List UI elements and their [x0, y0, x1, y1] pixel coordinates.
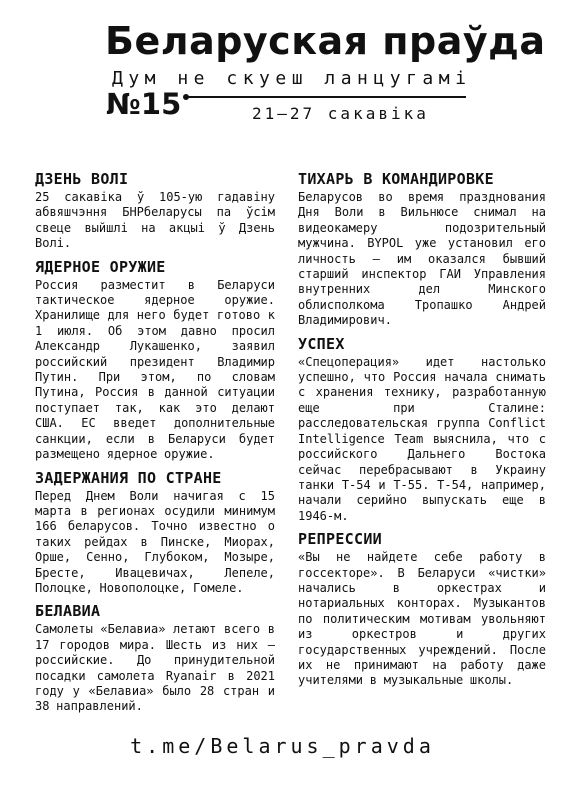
- article-body: «Вы не найдете себе работу в госсекторе». В Беларуси «чистки» начались в оркестрах и нотариальных конторах. Музыкантов по политическим мотивам увольняют из оркестров и других государственных учреждений. После их не принимают на работу даже учителями в музыкальные школы.: [298, 550, 546, 688]
- article-detentions: [35, 469, 275, 597]
- article-spy: [298, 170, 546, 329]
- article-belavia: [35, 602, 275, 714]
- article-dzen-voli: [35, 170, 275, 252]
- article-success: [298, 335, 546, 524]
- newspaper-title: Беларуская праўда: [105, 19, 546, 63]
- left-column: [35, 170, 275, 721]
- article-body: 25 сакавіка ў 105-ую гадавіну абвяшчэння БНРбеларусы па ўсім свеце выйшлі на акцыі ў Дзень Волі.: [35, 190, 275, 251]
- issue-dates: 21—27 сакавіка: [252, 104, 429, 123]
- article-repressions: [298, 530, 546, 689]
- telegram-channel-link[interactable]: t.me/Belarus_pravda: [130, 734, 435, 758]
- issue-number: №15: [106, 87, 182, 121]
- right-column: [298, 170, 546, 695]
- newspaper-slogan: Дум не скуеш ланцугамі: [112, 68, 472, 89]
- article-headline: ЗАДЕРЖАНИЯ ПО СТРАНЕ: [35, 468, 222, 487]
- article-body: Беларусов во время празднования Дня Воли в Вильнюсе снимал на видеокамеру подозрительный мужчина. BYPOL уже установил его личность — им оказался бывший старший инспектор ГАИ Управления внутренних дел Минского облисполкома Тропашко Андрей Владимирович.: [298, 190, 546, 328]
- article-headline: ТИХАРЬ В КОМАНДИРОВКЕ: [298, 170, 494, 188]
- article-body: Самолеты «Белавиа» летают всего в 17 городов мира. Шесть из них — российские. До принудительной посадки самолета Ryanair в 2021 году у «Белавиа» было 28 стран и 38 направлений.: [35, 622, 275, 714]
- article-body: Россия разместит в Беларуси тактическое ядерное оружие. Хранилище для него будет готово к 1 июля. Об этом давно просил Александр Лукашенко, заявил российский президент Владимир Путин. При этом, по словам Путина, Россия в данной ситуации поступает так, как это делают США. ЕС введет дополнительные санкции, если в Беларуси будет размещено ядерное оружие.: [35, 277, 275, 462]
- article-headline: ЯДЕРНОЕ ОРУЖИЕ: [35, 257, 166, 276]
- article-headline: ДЗЕНЬ ВОЛІ: [35, 170, 129, 188]
- article-body: «Спецоперация» идет настолько успешно, что Россия начала снимать с хранения технику, разработанную еще при Сталине: расследовательская группа Conflict Intelligence Team выяснила, что с российского Дальнего Востока сейчас перебрасывают в Украину танки Т-54 и Т-55. Т-54, например, начали серийно выпускать еще в 1946-м.: [298, 354, 546, 523]
- article-headline: УСПЕХ: [298, 334, 345, 353]
- masthead-divider: [186, 96, 466, 98]
- article-headline: БЕЛАВИА: [35, 602, 101, 621]
- article-headline: РЕПРЕССИИ: [298, 530, 382, 549]
- article-nuclear-weapons: [35, 258, 275, 463]
- article-body: Перед Днем Воли начигая с 15 марта в регионах осудили минимум 166 беларусов. Точно известно о таких рейдах в Пинске, Миорах, Орше, Сенно, Глубоком, Мозыре, Бресте, Ивацевичах, Лепеле, Полоцке, Новополоцке, Гомеле.: [35, 488, 275, 595]
